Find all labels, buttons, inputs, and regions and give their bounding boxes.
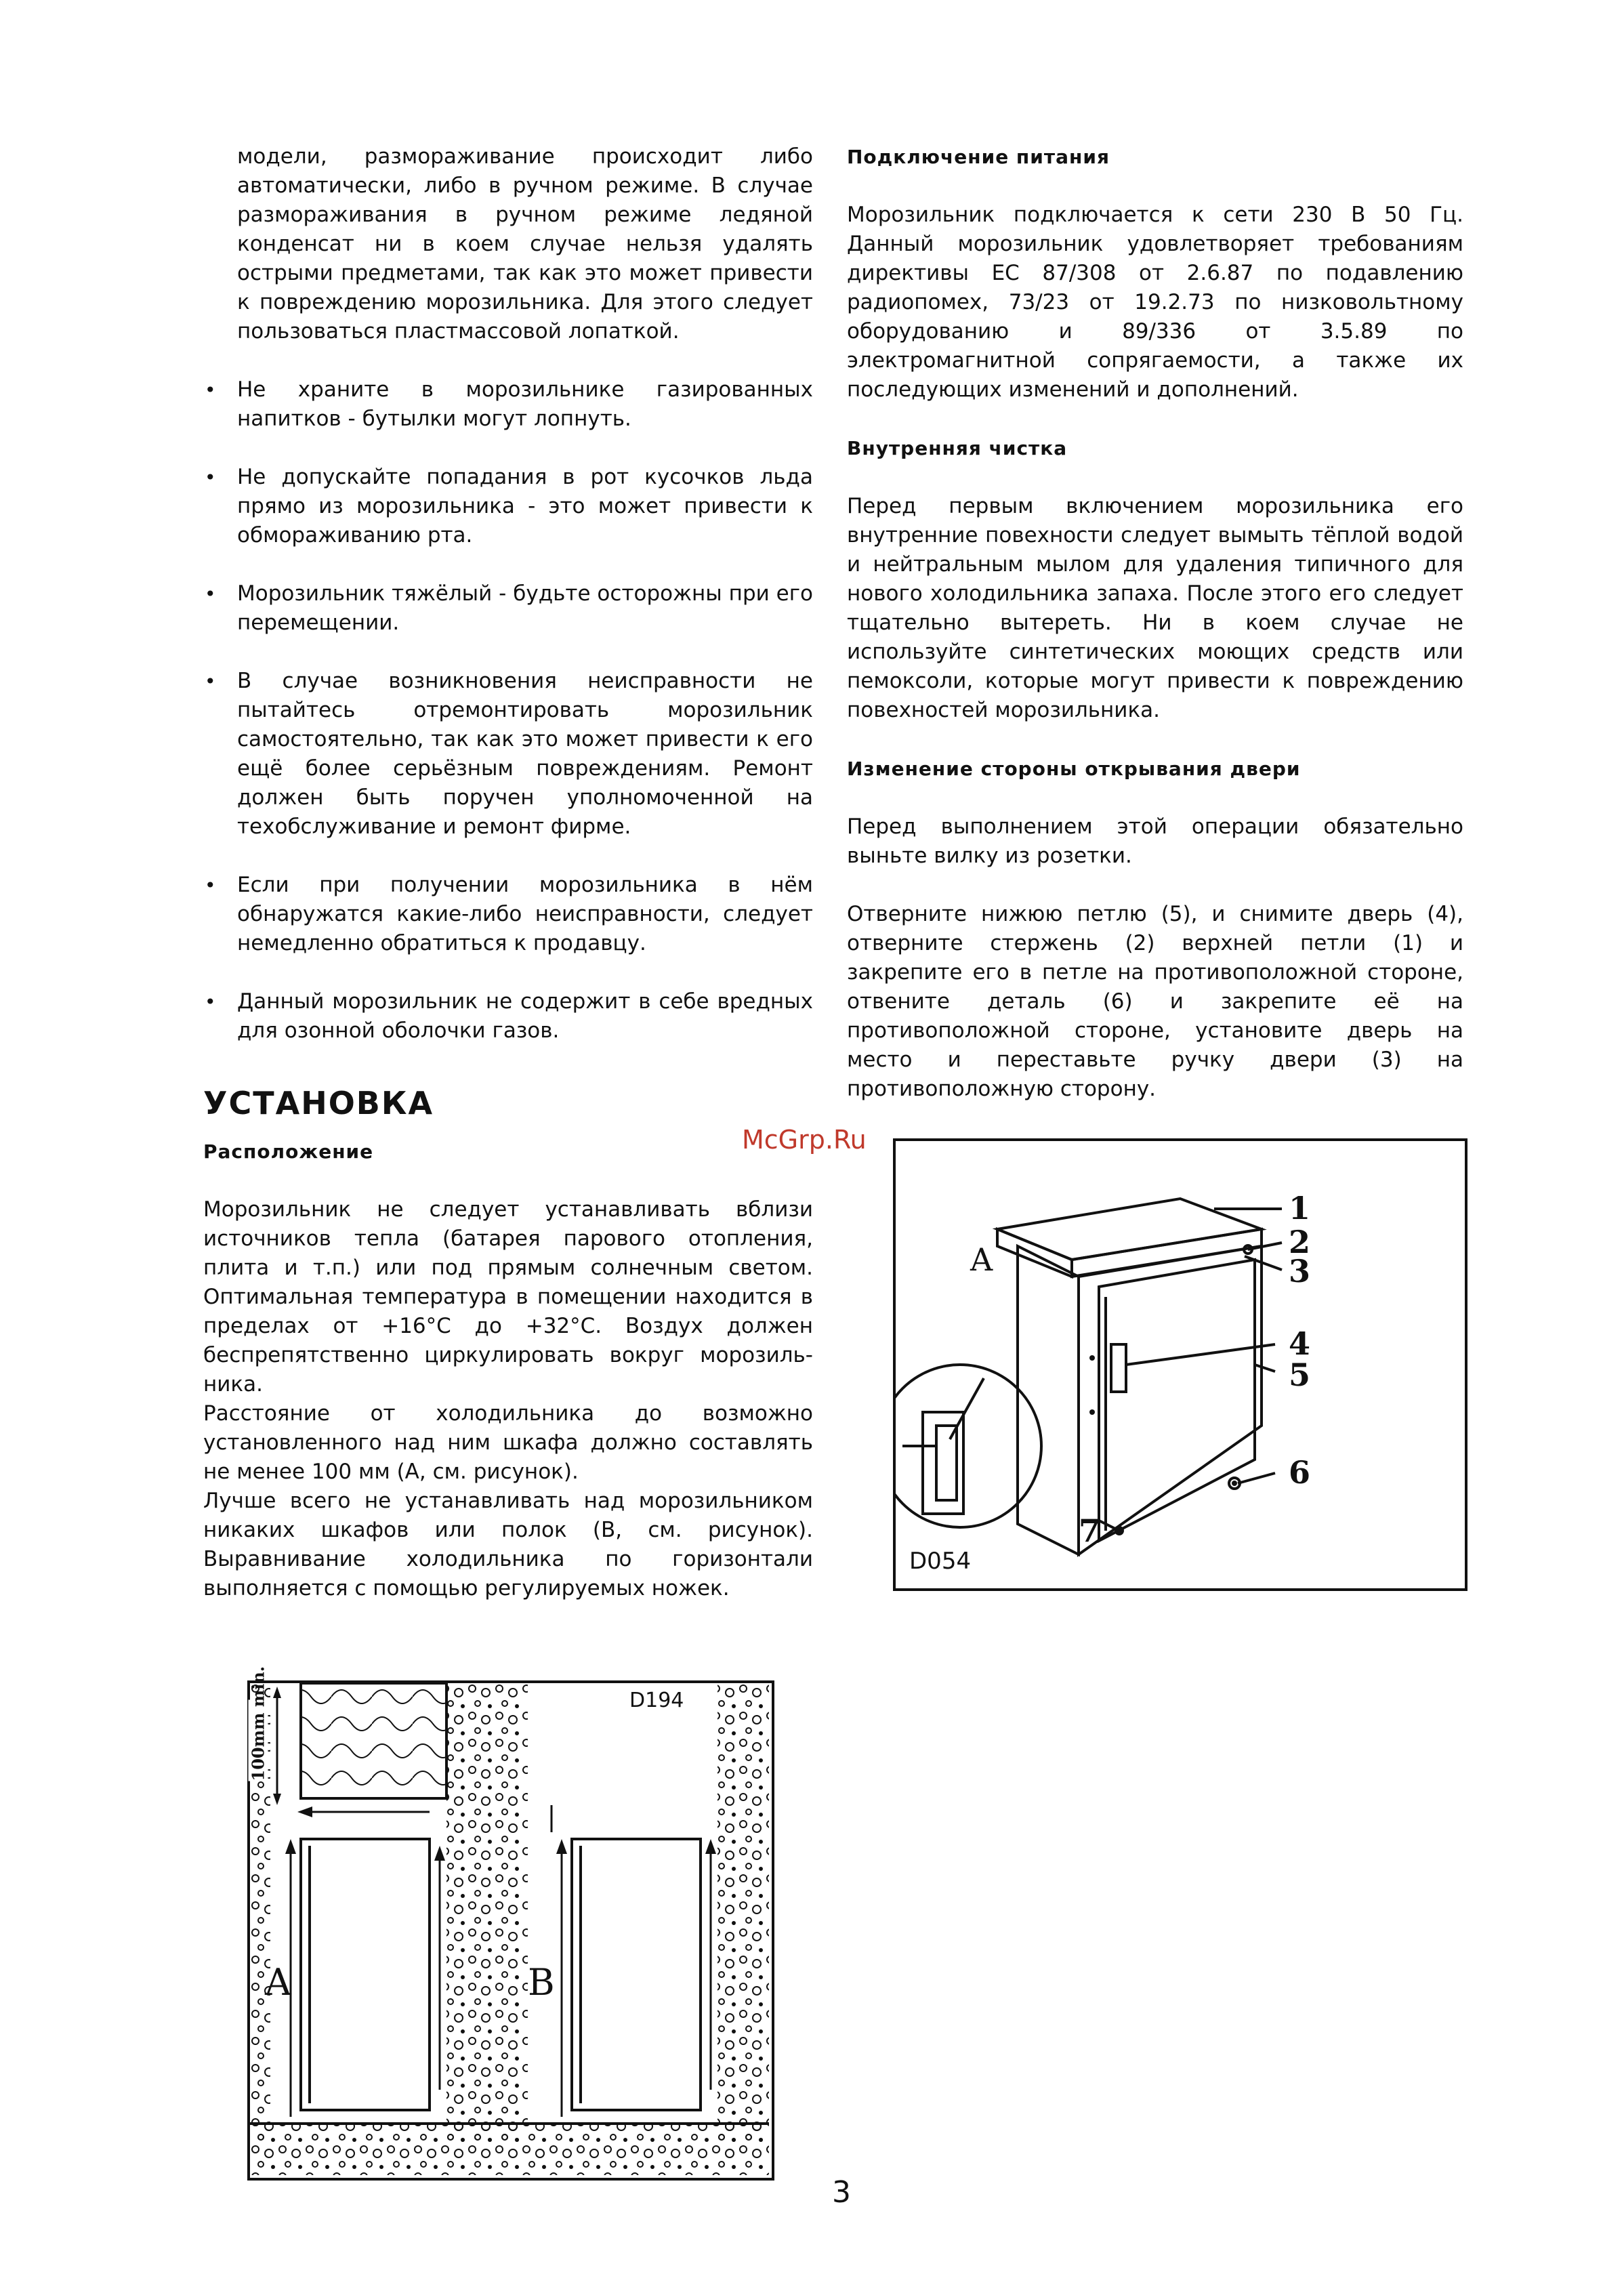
location-paragraph: Лучше всего не устанавливать над морозильником никаких шкафов или полок (B, см. рисунок). Выравнивание холодильника по горизонтали выполняется с помощью регулируемых ножек. bbox=[203, 1489, 813, 1600]
freezer-illustration bbox=[896, 1141, 1465, 1588]
door-paragraph: Отверните нижюю петлю (5), и снимите дверь (4), отверните стержень (2) верхней петли (1) и закрепите его в петле на противоположной стороне, отвените деталь (6) и закрепите её на противоположной стороне, установите дверь на место и переставьте ручку двери (3) на противоположную сторону. bbox=[847, 902, 1463, 1101]
door-heading: Изменение стороны открывания двери bbox=[847, 758, 1301, 780]
scenario-label-b: B bbox=[528, 1961, 555, 2004]
bullet-icon: • bbox=[205, 466, 216, 489]
part-number-1: 1 bbox=[1289, 1190, 1311, 1226]
figure-code: D194 bbox=[629, 1689, 684, 1712]
location-heading: Расположение bbox=[203, 1140, 374, 1163]
list-item: • Если при получении морозильника в нём обнаружатся какие-либо неисправности, следует немедленно обратиться к продавцу. bbox=[203, 871, 813, 958]
part-number-2: 2 bbox=[1289, 1224, 1311, 1260]
install-figure bbox=[247, 1666, 774, 2181]
bullet-icon: • bbox=[205, 583, 216, 605]
page-number: 3 bbox=[832, 2175, 851, 2210]
part-number-7: 7 bbox=[1079, 1512, 1101, 1549]
section-title: УСТАНОВКА bbox=[203, 1085, 434, 1121]
bullet-icon: • bbox=[205, 379, 216, 401]
intro-paragraph: модели, размораживание происходит либо автоматически, либо в ручном режиме. В случае размораживания в ручном режиме ледяной конденсат ни в коем случае нельзя удалять острыми предметами, так как это может привести к повреждению морозильника. Для этого следует пользоваться пластмассовой лопаткой. bbox=[237, 144, 813, 344]
door-paragraph: Перед выполнением этой операции обязательно выньте вилку из розетки. bbox=[847, 814, 1463, 868]
power-paragraph: Морозильник подключается к сети 230 В 50 Гц. Данный морозильник удовлетворяет требованиям директивы EC 87/308 от 2.6.87 по подавлению радиопомех, 73/23 от 19.2.73 по низковольтному оборудованию и 89/336 от 3.5.89 по электромагнитной сопрягаемости, а также их последующих изменений и дополнений. bbox=[847, 203, 1463, 402]
cleaning-heading: Внутренняя чистка bbox=[847, 437, 1068, 459]
list-item: • Данный морозильник не содержит в себе вредных для озонной оболочки газов. bbox=[203, 987, 813, 1046]
part-number-6: 6 bbox=[1289, 1454, 1311, 1491]
part-number-4: 4 bbox=[1289, 1325, 1311, 1362]
part-number-3: 3 bbox=[1289, 1253, 1311, 1289]
dimension-label: 100mm min. bbox=[248, 1666, 268, 1781]
list-item: • Не допускайте попадания в рот кусочков льда прямо из морозильника - это может привести к обмораживанию рта. bbox=[203, 463, 813, 550]
location-paragraph: Расстояние от холодильника до возможно установленного над ним шкафа должно составлять не менее 100 мм (A, см. рисунок). bbox=[203, 1401, 813, 1484]
part-number-5: 5 bbox=[1289, 1357, 1311, 1393]
power-heading: Подключение питания bbox=[847, 146, 1110, 168]
bullet-icon: • bbox=[205, 874, 216, 896]
right-column bbox=[847, 142, 1463, 1104]
location-paragraph: Морозильник не следует устанавливать вблизи источников тепла (батарея парового отопления, плита и т.п.) или под прямым солнечным светом. Оптимальная температура в помещении находится в пределах от +16°C до +32°C. Воздух должен беспрепятственно циркулировать вокруг морозиль-ника. bbox=[203, 1197, 813, 1397]
door-figure bbox=[893, 1138, 1467, 1591]
scenario-label-a: A bbox=[265, 1961, 291, 2004]
cleaning-paragraph: Перед первым включением морозильника его внутренние повехности следует вымыть тёплой водой и нейтральным мылом для удаления типичного для нового холодильника запаха. После этого его следует тщательно вытереть. Ни в коем случае не используйте синтетических моющих средств или пемоксоли, которые могут привести к повреждению повехностей морозильника. bbox=[847, 494, 1463, 722]
clearance-illustration bbox=[248, 1666, 772, 2178]
bullet-icon: • bbox=[205, 991, 216, 1013]
figure-code: D054 bbox=[909, 1548, 972, 1575]
list-item: • Морозильник тяжёлый - будьте осторожны при его перемещении. bbox=[203, 579, 813, 638]
list-item: • В случае возникновения неисправности не пытайтесь отремонтировать морозильник самостоятельно, так как это может привести к его ещё более серьёзным повреждениям. Ремонт должен быть поручен уполномоченной на техобслуживание и ремонт фирме. bbox=[203, 667, 813, 842]
list-item: • Не храните в морозильнике газированных напитков - бутылки могут лопнуть. bbox=[203, 375, 813, 434]
figure-letter-a: A bbox=[970, 1241, 993, 1278]
left-column bbox=[203, 142, 813, 1603]
watermark: McGrp.Ru bbox=[742, 1125, 867, 1155]
bullet-icon: • bbox=[205, 670, 216, 693]
